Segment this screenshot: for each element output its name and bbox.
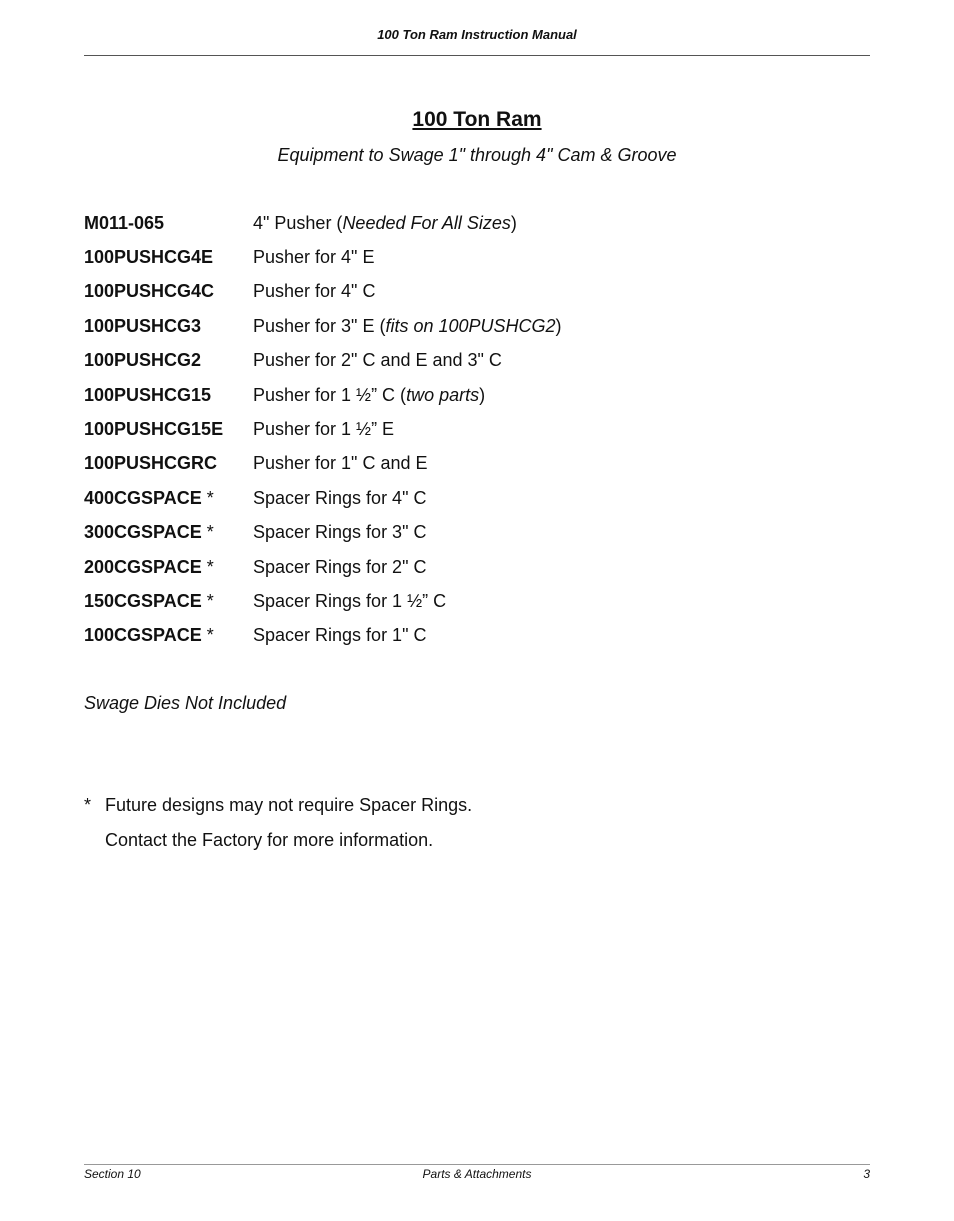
part-number: 100PUSHCG2 xyxy=(84,350,202,371)
parts-list-row xyxy=(84,344,874,378)
parts-list xyxy=(84,206,874,653)
dies-not-included-note: Swage Dies Not Included xyxy=(84,693,287,713)
parts-list-row xyxy=(84,550,874,584)
part-number: 100CGSPACE * xyxy=(84,625,214,646)
part-description: Spacer Rings for 3" C xyxy=(253,522,427,543)
part-description: Spacer Rings for 4" C xyxy=(253,487,427,508)
parts-list-row xyxy=(84,447,874,481)
part-number: 100PUSHCG15E xyxy=(84,419,224,440)
part-description: Pusher for 4" C xyxy=(253,281,376,302)
footer-rule xyxy=(84,1164,870,1165)
parts-list-row xyxy=(84,584,874,618)
footnote-mark: * xyxy=(84,795,92,815)
parts-list-row xyxy=(84,412,874,446)
footer-page-number: 3 xyxy=(863,1167,870,1181)
parts-list-row xyxy=(84,481,874,515)
spacer-ring-footnote xyxy=(84,795,472,865)
parts-list-row xyxy=(84,206,874,240)
part-number: 100PUSHCG4E xyxy=(84,247,214,268)
parts-list-row xyxy=(84,378,874,412)
part-number: 150CGSPACE * xyxy=(84,590,214,611)
part-description: 4" Pusher (Needed For All Sizes) xyxy=(253,212,517,233)
part-number: 200CGSPACE * xyxy=(84,556,214,577)
part-description: Pusher for 1 ½” C (two parts) xyxy=(253,384,486,405)
part-description: Spacer Rings for 1" C xyxy=(253,625,427,646)
part-number: 300CGSPACE * xyxy=(84,522,214,543)
part-number: 100PUSHCGRC xyxy=(84,453,218,474)
part-description: Spacer Rings for 2" C xyxy=(253,556,427,577)
page-title: 100 Ton Ram xyxy=(412,108,542,131)
parts-list-row xyxy=(84,309,874,343)
part-description: Pusher for 1" C and E xyxy=(253,453,428,474)
parts-list-row xyxy=(84,240,874,274)
parts-list-row xyxy=(84,275,874,309)
parts-list-row xyxy=(84,516,874,550)
part-number: 100PUSHCG15 xyxy=(84,384,212,405)
footnote-line-2: Contact the Factory for more information. xyxy=(105,830,434,850)
part-description: Pusher for 3" E (fits on 100PUSHCG2) xyxy=(253,315,562,336)
part-number: 100PUSHCG3 xyxy=(84,315,202,336)
part-description: Pusher for 4" E xyxy=(253,247,375,268)
header-rule xyxy=(84,55,870,56)
running-header-title: 100 Ton Ram Instruction Manual xyxy=(377,27,577,42)
parts-list-row xyxy=(84,619,874,653)
part-description: Pusher for 2" C and E and 3" C xyxy=(253,350,502,371)
part-number: M011-065 xyxy=(84,212,165,233)
page-subtitle: Equipment to Swage 1" through 4" Cam & Groove xyxy=(277,145,677,165)
part-description: Spacer Rings for 1 ½” C xyxy=(253,590,447,611)
footnote-line-1: Future designs may not require Spacer Rings. xyxy=(105,795,473,815)
footer-section: Section 10 xyxy=(84,1167,141,1181)
part-number: 100PUSHCG4C xyxy=(84,281,215,302)
part-description: Pusher for 1 ½” E xyxy=(253,419,395,440)
footer-chapter: Parts & Attachments xyxy=(422,1167,532,1181)
part-number: 400CGSPACE * xyxy=(84,487,214,508)
